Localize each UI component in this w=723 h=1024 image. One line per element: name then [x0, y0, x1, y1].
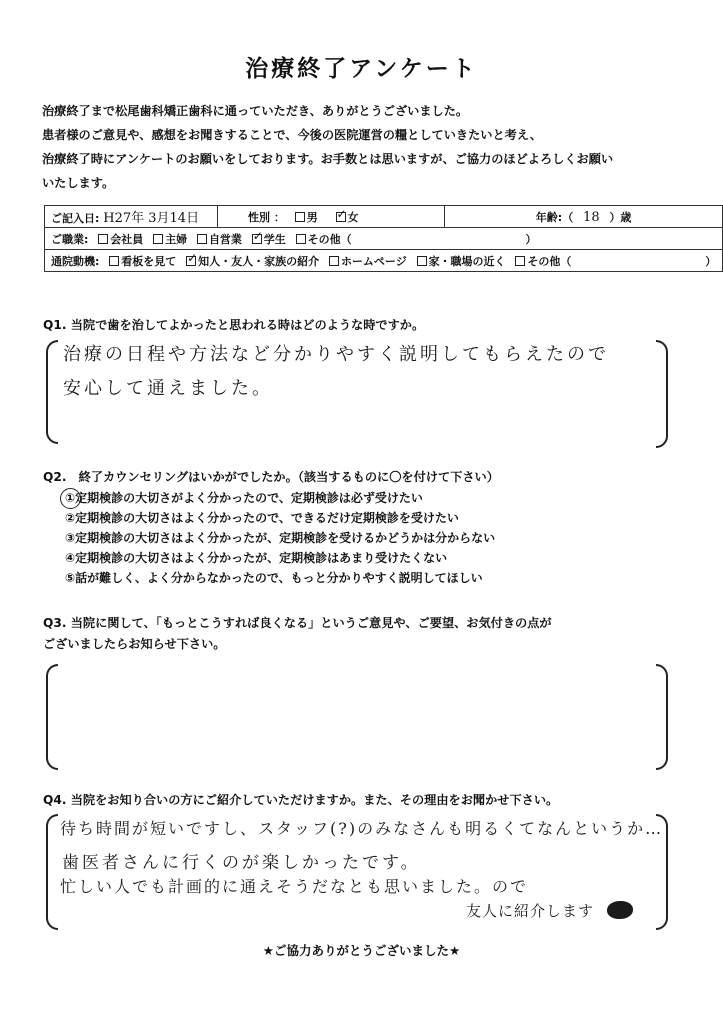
q4-answer-line[interactable]: 歯医者さんに行くのが楽しかったです。 [62, 853, 421, 873]
job-close: ） [525, 232, 537, 246]
motive-checkbox-other[interactable] [515, 256, 525, 266]
job-checkbox-other[interactable] [296, 234, 306, 244]
gender-label: 性別 ： [248, 210, 285, 224]
job-option: その他（ [307, 232, 352, 246]
q2-option-3[interactable] [65, 528, 495, 548]
q4-answer-line[interactable]: 友人に紹介します [466, 902, 595, 920]
female-label: 女 [347, 210, 359, 224]
job-label: ご職業: [51, 232, 89, 246]
q2-option-4[interactable] [65, 548, 495, 568]
footer-thanks: ★ご協力ありがとうございました★ [262, 943, 461, 958]
male-checkbox[interactable] [295, 212, 305, 222]
job-checkbox-housewife[interactable] [153, 234, 163, 244]
q2-option-2[interactable] [65, 508, 495, 528]
q1-question: Q1. 当院で歯を治してよかったと思われる時はどのような時ですか。 [43, 318, 425, 332]
motive-cell [45, 250, 723, 272]
motive-option: 家・職場の近く [428, 254, 506, 268]
q3-bracket-right [656, 664, 668, 770]
ink-scribble [607, 901, 633, 919]
job-option: 会社員 [110, 232, 144, 246]
motive-checkbox-nearby[interactable] [417, 256, 427, 266]
age-cell [445, 206, 723, 228]
motive-option: 看板を見て [121, 254, 177, 268]
q4-bracket-left [46, 814, 58, 930]
age-label: 年齢:（ [535, 210, 574, 224]
job-option: 主婦 [165, 232, 188, 246]
q3-question-line1: Q3. 当院に関して、「もっとこうすれば良くなる」というご意見や、ご要望、お気付きの点が [43, 616, 552, 630]
q2-option-1[interactable] [65, 488, 495, 508]
motive-close: ） [705, 254, 717, 268]
job-checkbox-selfemployed[interactable] [197, 234, 207, 244]
intro-line: 治療終了時にアンケートのお願いをしております。お手数とは思いますが、ご協力のほどよろしくお願い [42, 152, 614, 166]
job-option: 学生 [263, 232, 286, 246]
q2-options [65, 488, 495, 588]
motive-checkbox-referral[interactable] [186, 256, 196, 266]
q4-question: Q4. 当院をお知り合いの方にご紹介していただけますか。また、その理由をお聞かせ下さい。 [43, 793, 559, 807]
intro-line: 治療終了まで松尾歯科矯正歯科に通っていただき、ありがとうございました。 [42, 104, 469, 118]
motive-checkbox-sign[interactable] [109, 256, 119, 266]
motive-checkbox-homepage[interactable] [329, 256, 339, 266]
q1-answer-line[interactable]: 安心して通えました。 [63, 378, 273, 399]
q2-option-label: ④定期検診の大切さはよく分かったが、定期検診はあまり受けたくない [65, 551, 448, 565]
q1-bracket-left [46, 340, 58, 444]
q2-option-label: ①定期検診の大切さがよく分かったので、定期検診は必ず受けたい [65, 491, 423, 505]
intro-line: 患者様のご意見や、感想をお聞きすることで、今後の医院運営の糧としていきたいと考え、 [42, 128, 542, 142]
info-table [44, 205, 723, 272]
date-cell [45, 206, 218, 228]
motive-label: 通院動機: [51, 254, 100, 268]
q4-answer-line[interactable]: 忙しい人でも計画的に通えそうだなとも思いました。ので [60, 877, 529, 896]
q3-question-line2: ございましたらお知らせ下さい。 [43, 637, 226, 651]
q3-answer-area[interactable] [60, 668, 650, 764]
q3-bracket-left [46, 664, 58, 770]
job-option: 自営業 [208, 232, 242, 246]
q1-answer-line[interactable]: 治療の日程や方法など分かりやすく説明してもらえたので [63, 344, 609, 365]
q2-option-label: ②定期検診の大切さはよく分かったので、できるだけ定期検診を受けたい [65, 511, 459, 525]
date-label: ご記入日: [51, 212, 100, 225]
male-label: 男 [306, 210, 318, 224]
job-checkbox-student[interactable] [252, 234, 262, 244]
q4-answer-line[interactable]: 待ち時間が短いですし、スタッフ(?)のみなさんも明るくてなんというか… [60, 819, 664, 838]
gender-cell [218, 206, 445, 228]
q2-option-label: ③定期検診の大切さはよく分かったが、定期検診を受けるかどうかは分からない [65, 531, 496, 545]
motive-option: ホームページ [340, 254, 407, 268]
age-value[interactable]: 18 [583, 209, 600, 225]
intro-text [42, 99, 682, 195]
job-cell [45, 228, 723, 250]
age-suffix: ）歳 [609, 210, 632, 224]
page-title: 治療終了アンケート [245, 56, 478, 82]
selected-circle-mark [60, 488, 81, 509]
q2-option-5[interactable] [65, 568, 495, 588]
motive-option: その他（ [527, 254, 572, 268]
job-checkbox-company[interactable] [98, 234, 108, 244]
q2-question: Q2. 終了カウンセリングはいかがでしたか。（該当するものに〇を付けて下さい） [43, 470, 499, 484]
q1-bracket-right [656, 340, 668, 448]
q2-option-label: ⑤話が難しく、よく分からなかったので、もっと分かりやすく説明してほしい [65, 571, 483, 585]
intro-line: いたします。 [42, 176, 115, 190]
date-value[interactable]: H27年 3月14日 [103, 211, 200, 226]
motive-option: 知人・友人・家族の紹介 [198, 254, 320, 268]
female-checkbox[interactable] [336, 212, 346, 222]
